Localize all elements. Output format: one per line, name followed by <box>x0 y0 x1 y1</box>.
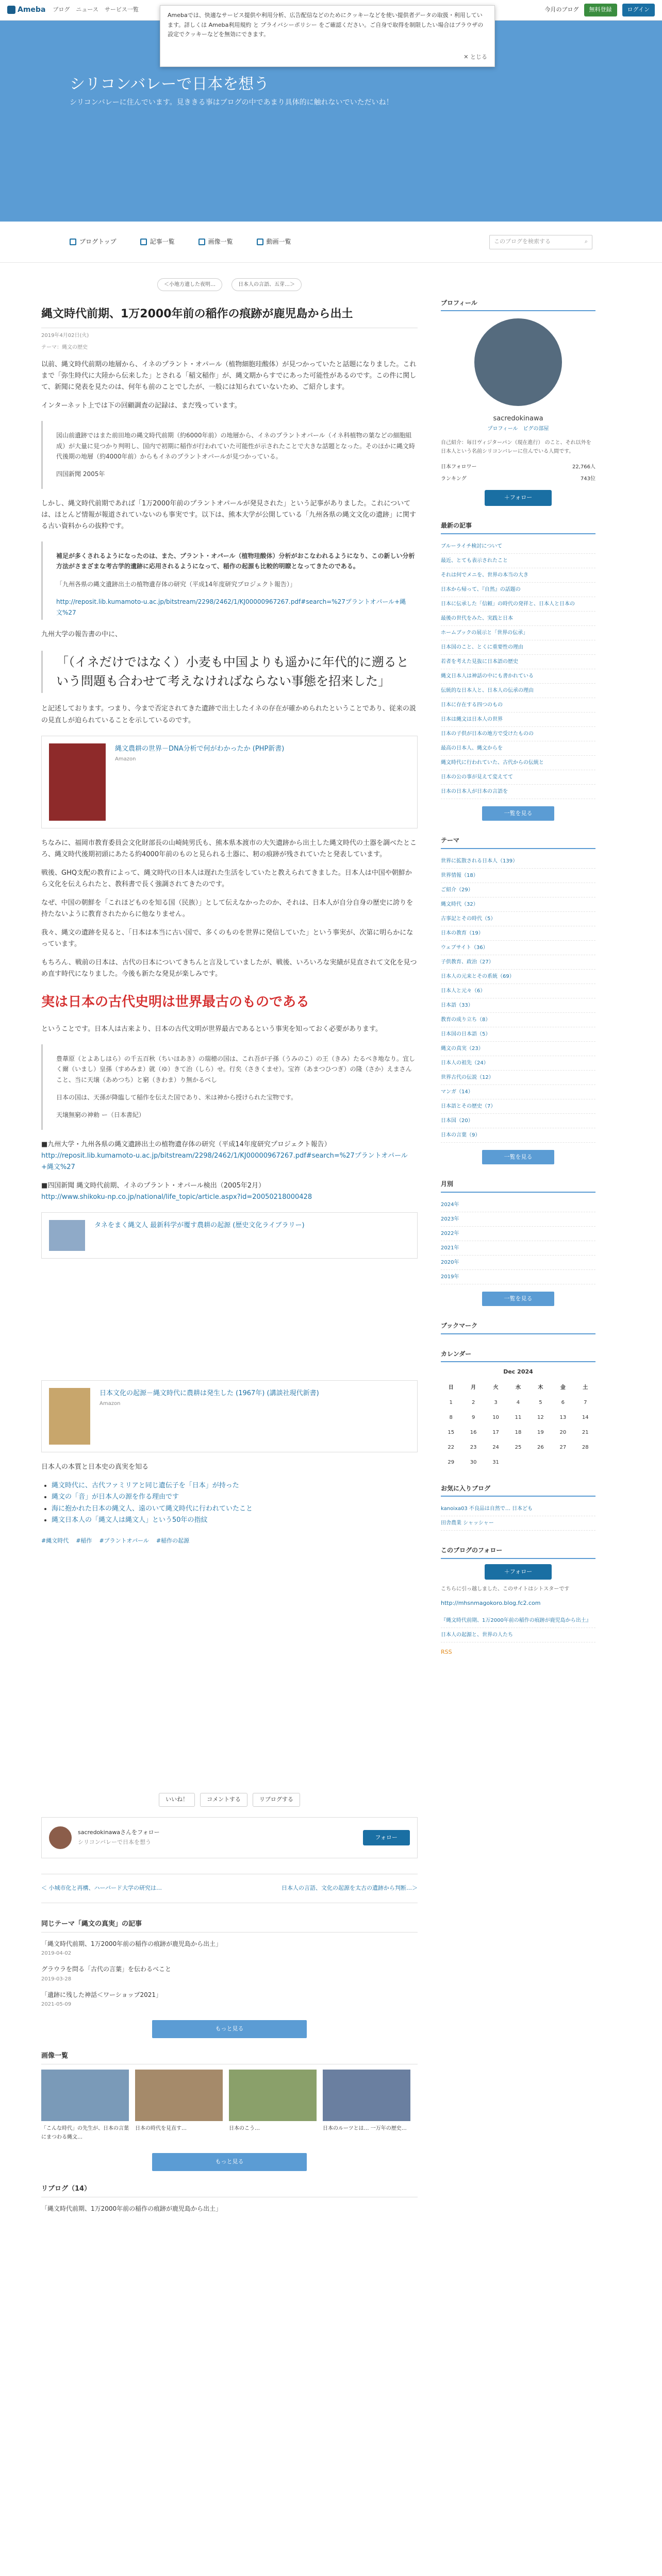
nav-blog-top[interactable]: ブログトップ <box>70 236 117 247</box>
more-button[interactable]: 一覧を見る <box>482 1150 554 1165</box>
hashtag[interactable]: #稲作の起源 <box>156 1537 190 1544</box>
hashtag[interactable]: #プラントオパール <box>99 1537 149 1544</box>
sidebar-heading: ブックマーク <box>441 1320 595 1334</box>
calendar-day[interactable]: 9 <box>471 1414 475 1420</box>
follow-text: こちらに引っ越しました、このサイトはシトスターです <box>441 1586 570 1592</box>
calendar-day[interactable]: 6 <box>561 1399 565 1405</box>
prev-article-link[interactable]: ＜小地方遺した夜明… <box>157 278 222 291</box>
profile-stat: 日本フォロワー 22,766人 <box>441 464 595 470</box>
related-item[interactable]: 「縄文時代前期、1万2000年前の稲作の痕跡が鹿児島から出土」 2019-04-02 <box>41 1940 222 1957</box>
article-body <box>41 359 418 1546</box>
calendar-day[interactable]: 8 <box>449 1414 453 1420</box>
book-card[interactable] <box>41 1212 418 1259</box>
quote-source: 「九州各県の縄文遺跡出土の植物遺存体の研究（平成14年度研究プロジェクト報告）」 <box>56 580 296 588</box>
recent-item[interactable]: それは何でメニを、世界の本当の大き <box>441 568 595 583</box>
hashtag[interactable]: #縄文時代 <box>41 1537 69 1544</box>
calendar-day[interactable]: 27 <box>559 1444 567 1450</box>
paragraph: しかし、縄文時代前期であれば「1万2000年前のプラントオパールが発見された」という記事がありました。これについては、ほとんど情報が報道されていないのも事実です。以下は、熊本大学が公開している「九州各県の縄文文化の遺跡」に関する古い資料からの抜粋です。 <box>41 499 416 530</box>
more-button[interactable]: もっと見る <box>152 2153 307 2171</box>
article-pager <box>41 278 418 291</box>
quote-text: 補足が多くされるようになったのは、また、プラント・オパール（植物珪酸体）分析がおこなわれるようになり、この新しい分析方法がさまざまな考古学的遺跡に応用されるようになって、稲作の起源も比較的明瞭となってきたのである。 <box>56 552 415 570</box>
book-card[interactable] <box>41 1380 418 1452</box>
theme-item[interactable]: 世界に拡散される日本人（139） <box>441 854 595 869</box>
theme-item[interactable]: 日本人の祖先（24） <box>441 1056 595 1071</box>
theme-list <box>441 854 595 1143</box>
gallery-image <box>41 2070 129 2121</box>
calendar-day[interactable]: 16 <box>470 1429 477 1435</box>
quote-text: 豊葦原（とよあしはら）の千五百秋（ちいほあき）の瑞穂の国は、これ吾が子孫（うみのこ）の王（きみ）たるべき地なり。宜しく爾（いまし）皇孫（すめみま）就（ゆ）きて治（しら）せ。行矣（さきくませ）。宝祚（あまつひつぎ）の隆（さか）えまさんこと、当に天壌（あめつち）と窮（きわま）り無かるべし <box>56 1055 416 1083</box>
recent-item[interactable]: 縄文時代に行われていた、古代からの伝統と <box>441 756 595 770</box>
quote-link[interactable]: http://reposit.lib.kumamoto-u.ac.jp/bitstream/2298/2462/1/KJ00000967267.pdf#search=%27プラントオパール+縄文%27 <box>56 598 406 616</box>
theme-item[interactable]: 縄文時代（32） <box>441 897 595 912</box>
gallery-item[interactable]: 日本のルーツとは… 一万年の歴史… <box>323 2070 410 2142</box>
recent-item[interactable]: 日本は縄文は日本人の世界 <box>441 713 595 727</box>
follow-link[interactable]: http://mhsnmagokoro.blog.fc2.com <box>441 1600 541 1607</box>
calendar-day[interactable]: 1 <box>449 1399 453 1405</box>
top-menu-item[interactable]: サービス一覧 <box>104 6 139 13</box>
blockquote <box>41 541 418 620</box>
calendar-day[interactable]: 25 <box>515 1444 522 1450</box>
paragraph: もちろん、戦前の日本は、古代の日本についてきちんと言及していましたが、戦後、いろいろな実績が見直されて文化を見つめ直す時代になりました。今後も新たな発見が楽しみです。 <box>41 959 417 978</box>
gallery-image <box>229 2070 317 2121</box>
gallery-header: 画像一覧 <box>41 2050 418 2064</box>
prev-post-link[interactable]: ＜ 小城市化と再構、ハーバード大学の研究は… <box>41 1885 162 1892</box>
recent-item[interactable]: 日本国のこと、とくに重要性の理由 <box>441 640 595 655</box>
paragraph: 九州大学の報告書の中に、 <box>41 630 122 638</box>
follow-name: sacredokinawaさんをフォロー <box>78 1829 160 1836</box>
calendar-day[interactable]: 14 <box>582 1414 589 1420</box>
nav-images[interactable]: 画像一覧 <box>198 236 233 247</box>
theme-item[interactable]: 日本人と元々（6） <box>441 984 595 998</box>
theme-item[interactable]: ご紹介（29） <box>441 883 595 897</box>
calendar-day[interactable]: 17 <box>492 1429 499 1435</box>
related-link[interactable]: 縄文時代に、古代ファミリアと同じ遺伝子を「日本」が持った <box>52 1482 239 1490</box>
nav-videos[interactable]: 動画一覧 <box>257 236 291 247</box>
sidebar-heading: テーマ <box>441 835 595 849</box>
top-menu <box>53 5 138 15</box>
recommend-item[interactable]: kanoixa03 不良品は自然で… 日本ども <box>441 1502 595 1516</box>
more-button[interactable]: 一覧を見る <box>482 1292 554 1307</box>
image-gallery <box>41 2070 418 2142</box>
avatar <box>49 1826 72 1849</box>
recent-item[interactable]: 縄文日本人は神話の中にも書かれている <box>441 669 595 684</box>
reference-link[interactable]: http://www.shikoku-np.co.jp/national/life_topic/article.aspx?id=20050218000428 <box>41 1193 312 1201</box>
theme-item[interactable]: 教育の成り立ち（8） <box>441 1013 595 1027</box>
follow-desc: シリコンバレーで日本を想う <box>78 1839 152 1846</box>
related-link[interactable]: 縄文の「音」が日本人の源を作る理由です <box>52 1493 179 1501</box>
calendar-day[interactable]: 23 <box>470 1444 477 1450</box>
related-links <box>52 1480 418 1526</box>
ameba-logo[interactable]: Ameba <box>7 4 45 16</box>
recent-item[interactable]: 最近、とても表示されたこと <box>441 554 595 568</box>
sidebar-heading: プロフィール <box>441 298 595 311</box>
theme-item[interactable]: 日本語（33） <box>441 998 595 1013</box>
next-article-link[interactable]: 日本人の言語、五芽…＞ <box>231 278 302 291</box>
follow-button[interactable]: ＋フォロー <box>485 490 552 506</box>
recent-list <box>441 539 595 799</box>
recent-item[interactable]: 日本の子供が日本の地方で受けたものの <box>441 727 595 741</box>
paragraph: と記述しております。つまり、今まで否定されてきた遺跡で出土したイネの存在が確かめられたということであり、従来の説の見直しが迫られていることを示しているのです。 <box>41 705 416 724</box>
calendar-grid <box>441 1381 595 1469</box>
sidebar <box>441 283 595 1657</box>
recommend-list <box>441 1502 595 1531</box>
gallery-image <box>323 2070 410 2121</box>
calendar-weekday: 木 <box>538 1384 543 1391</box>
calendar-day[interactable]: 4 <box>516 1399 520 1405</box>
hashtags <box>41 1536 418 1546</box>
follow-button[interactable]: フォロー <box>363 1830 410 1846</box>
hashtag[interactable]: #稲作 <box>76 1537 92 1544</box>
recent-item[interactable]: 若者を考えた見抜に日本語の歴史 <box>441 655 595 669</box>
calendar-day[interactable]: 13 <box>559 1414 567 1420</box>
top-right-link[interactable]: 今月のブログ <box>544 6 579 13</box>
related-header: 同じテーマ「縄文の真実」の記事 <box>41 1919 418 1933</box>
article-title[interactable]: 縄文時代前期、1万2000年前の稲作の痕跡が鹿児島から出土 <box>41 307 418 328</box>
top-right <box>545 4 655 16</box>
next-post-link[interactable]: 日本人の言語、文化の起源を太古の遺跡から判断…＞ <box>282 1885 418 1892</box>
profile-avatar[interactable] <box>474 318 562 406</box>
calendar-day[interactable]: 28 <box>582 1444 589 1450</box>
book-card[interactable] <box>41 736 418 828</box>
more-button[interactable]: 一覧を見る <box>482 806 554 821</box>
related-link[interactable]: 海に抱かれた日本の縄文人、遠のいて縄文時代に行われていたこと <box>52 1504 253 1513</box>
pick-list <box>441 1614 595 1642</box>
calendar-day[interactable]: 21 <box>582 1429 589 1435</box>
calendar-day[interactable]: 30 <box>470 1459 477 1465</box>
theme-item[interactable]: 古事記とその時代（5） <box>441 912 595 926</box>
theme-item[interactable]: 世界情報（18） <box>441 869 595 883</box>
paragraph: インターネット上では下の回顧調査の記録は、まだ残っています。 <box>41 402 241 410</box>
profile-links[interactable]: プロフィール ピグの部屋 <box>487 426 549 432</box>
calendar-day[interactable]: 31 <box>492 1459 499 1465</box>
comment-button[interactable]: コメントする <box>200 1793 247 1807</box>
gallery-image <box>135 2070 223 2121</box>
search-input[interactable]: このブログを検索する ⌕ <box>489 235 592 249</box>
sidebar-heading: 月別 <box>441 1179 595 1192</box>
theme-item[interactable]: 日本語とその歴史（7） <box>441 1099 595 1114</box>
calendar-day[interactable]: 3 <box>494 1399 498 1405</box>
like-button[interactable]: いいね！ <box>159 1793 195 1807</box>
follow-box <box>41 1817 418 1858</box>
theme-item[interactable]: ウェブサイト（36） <box>441 941 595 955</box>
book-cover <box>49 1388 90 1445</box>
book-shop: Amazon <box>100 1401 121 1407</box>
paragraph: 日本人の本質と日本史の真実を知る <box>41 1463 149 1471</box>
archive-item[interactable]: 2022年 <box>441 1227 595 1241</box>
book-title[interactable]: タネをまく縄文人 最新科学が覆す農耕の起源 (歴史文化ライブラリー) <box>94 1222 305 1230</box>
related-item[interactable]: グラウラを問る「古代の言葉」を伝わるべこと 2019-03-28 <box>41 1965 172 1982</box>
related-link[interactable]: 縄文日本人の「縄文人は縄文人」という50年の指紋 <box>52 1516 208 1524</box>
home-icon <box>70 239 76 245</box>
quote-text: 図山前遺跡ではまた前田地の縄文時代前期（約6000年前）の地層から、イネのプラントオパール（イネ科植物の葉などの細胞組成）が大量に見つかり判明し、国内で初期に稲作が行われていた可能性が示されたことで大きな話題となった。そのほかに縄文時代後期の地層（約4000年前）からもイネのプラントオパールが見つかっている。 <box>56 432 416 460</box>
calendar-weekday: 金 <box>560 1384 566 1391</box>
blog-title[interactable]: シリコンバレーで日本を想う <box>70 75 270 93</box>
sidebar-heading: このブログのフォロー <box>441 1545 595 1558</box>
theme-item[interactable]: 子供教育、政治（27） <box>441 955 595 970</box>
gallery-item[interactable]: 「こんな時代」の先生が、日本の言葉にまつわる縄文… <box>41 2070 129 2142</box>
social-buttons <box>41 1793 418 1807</box>
profile-name[interactable]: sacredokinawa <box>493 415 543 423</box>
calendar-day[interactable]: 20 <box>559 1429 567 1435</box>
reblog-button[interactable]: リブログする <box>253 1793 300 1807</box>
sidebar-heading: お気に入りブログ <box>441 1483 595 1497</box>
more-button[interactable]: もっと見る <box>152 2020 307 2038</box>
theme-item[interactable]: 日本人の元来とその系統（69） <box>441 970 595 984</box>
post-navigation <box>41 1874 418 1903</box>
red-heading: 実は日本の古代史明は世界最古のものである <box>41 994 310 1010</box>
paragraph: 戦後、GHQ支配の教育によって、縄文時代の日本人は遅れた生活をしていたと教えられてきました。日本人は中国や朝鮮から文化を伝えられたと、教科書で長く強調されてきたのです。 <box>41 869 412 888</box>
archive-item[interactable]: 2024年 <box>441 1198 595 1212</box>
recent-item[interactable]: 日本に存在する四つのもの <box>441 698 595 713</box>
article-date: 2019年4月02日(火) <box>41 332 89 338</box>
profile-desc: 自己紹介：毎日ヴィジターパン（現在進行） のこと、それ以外を日本人という名前シリコンバレーに住んでいる人間です。 <box>441 440 591 455</box>
calendar-weekday: 土 <box>583 1384 588 1391</box>
paragraph: ということです。日本人は古来より、日本の古代文明が世界最古であるという事実を知っておく必要があります。 <box>41 1025 382 1033</box>
close-button[interactable]: ✕ とじる <box>464 54 487 61</box>
calendar-weekday: 日 <box>448 1384 454 1391</box>
quote-source: 四国新聞 2005年 <box>56 470 105 478</box>
sidebar-heading: 最新の記事 <box>441 520 595 534</box>
paragraph: なぜ、中国の朝鮮を「これほどものを知る国（民族）」として伝えなかったのか、それは、日本人が自分自身の歴史に誇りを持たないように教育されたからに他なりません。 <box>41 899 413 919</box>
video-icon <box>257 239 263 245</box>
cookie-notice-text: Amebaでは、快適なサービス提供や利用分析、広告配信などのためにクッキーなどを使い提供者データの取扱・利用しています。詳しくは Ameba利用規約 と プライバシーポリシー をご確認ください。ご自身で取得を制限したい場合はブラウザの設定でクッキーなどを無効にできます。 <box>168 12 484 38</box>
login-button[interactable]: ログイン <box>622 4 655 16</box>
blockquote <box>41 421 418 489</box>
archive-item[interactable]: 2020年 <box>441 1256 595 1270</box>
recent-item[interactable]: 日本の日本人が日本の言語を <box>441 785 595 799</box>
pull-quote: 「（イネだけではなく）小麦も中国よりも遥かに年代的に遡るという問題も合わせて考えなければならない事態を招来した」 <box>41 651 418 693</box>
recent-item[interactable]: 最高の日本人、縄文からを <box>441 741 595 756</box>
recommend-item[interactable]: 田舎農業 シャッシャー <box>441 1516 595 1531</box>
top-menu-item[interactable]: ブログ <box>53 6 70 13</box>
gallery-item[interactable]: 日本のこう… <box>229 2070 317 2142</box>
calendar-day[interactable]: 29 <box>448 1459 455 1465</box>
calendar-weekday: 月 <box>471 1384 476 1391</box>
nav-articles[interactable]: 記事一覧 <box>140 236 175 247</box>
paragraph: 以前、縄文時代前期の地層から、イネのプラント・オパール（植物細胞珪酸体）が見つかっていたと話題になりました。これまで「弥生時代に大陸から伝来した」とされる「稲文稲作」が、縄文期からすでにあった可能性があるのです。この件に関して、新聞に発表を見たのは、何年も前のことでしたが、一般には知られていないため、ご紹介します。 <box>41 360 417 391</box>
rss-link[interactable]: RSS <box>441 1649 452 1656</box>
theme-item[interactable]: 日本国の日本語（5） <box>441 1027 595 1042</box>
calendar-day[interactable]: 11 <box>515 1414 522 1420</box>
calendar-day[interactable]: 19 <box>537 1429 544 1435</box>
calendar-day[interactable]: 24 <box>492 1444 499 1450</box>
book-cover <box>49 743 106 821</box>
quote-source: 天壌無窮の神勅 ー（日本書紀） <box>56 1111 145 1119</box>
calendar-day[interactable]: 18 <box>515 1429 522 1435</box>
quote-text: 日本の国は、天孫が降臨して稲作を伝えた国であり、米は神から授けられた宝物です。 <box>56 1094 297 1101</box>
recent-item[interactable]: 日本から帰って、『自然』の話題の <box>441 583 595 597</box>
theme-item[interactable]: 日本国（20） <box>441 1114 595 1128</box>
theme-item[interactable]: 日本の言葉（9） <box>441 1128 595 1143</box>
theme-item[interactable]: 日本の教育（19） <box>441 926 595 941</box>
article-theme[interactable]: テーマ：縄文の歴史 <box>41 344 88 350</box>
calendar-day[interactable]: 10 <box>492 1414 499 1420</box>
calendar-day[interactable]: 22 <box>448 1444 455 1450</box>
article-column <box>41 268 418 2220</box>
theme-item[interactable]: 縄文の真実（23） <box>441 1042 595 1056</box>
top-menu-item[interactable]: ニュース <box>76 6 98 13</box>
theme-item[interactable]: マンガ（14） <box>441 1085 595 1099</box>
reference: ■九州大学・九州各県の縄文遺跡出土の植物遺存体の研究（平成14年度研究プロジェクト報告） http://reposit.lib.kumamoto-u.ac.jp/bitstream/2298/2462/1/KJ00000967267.pdf#search=%27プラントオパール+縄文%27 <box>41 1140 408 1171</box>
blog-subtitle: シリコンバレーに住んでいます。見ききる事はブログの中であまり具体的に触れないでいただいね！ <box>70 98 393 107</box>
list-icon <box>140 239 147 245</box>
archive-list <box>441 1198 595 1284</box>
reblog-header: リブログ（14） <box>41 2183 418 2197</box>
recent-item[interactable]: ブルーライチ検討について <box>441 539 595 554</box>
blog-nav <box>0 222 662 263</box>
calendar-day[interactable]: 2 <box>471 1399 475 1405</box>
archive-item[interactable]: 2023年 <box>441 1212 595 1227</box>
recent-item[interactable]: ホームブックの展示と「世界の伝承」 <box>441 626 595 640</box>
book-title[interactable]: 日本文化の起源－縄文時代に農耕は発生した (1967年) (講談社現代新書) <box>100 1389 319 1398</box>
reblog-item[interactable]: 「縄文時代前期、1万2000年前の稲作の痕跡が鹿児島から出土」 <box>41 2205 222 2212</box>
follow-button[interactable]: ＋フォロー <box>485 1564 552 1580</box>
cookie-notice <box>160 5 495 67</box>
paragraph: 我々、縄文の遺跡を見ると、「日本は本当に古い国で、多くのものを世界に発信していた」という事実が、次第に明らかになっています。 <box>41 929 413 948</box>
calendar-day[interactable]: 26 <box>537 1444 544 1450</box>
related-item[interactable]: 「遺跡に残した神話＜ワーショップ2021」 2021-05-09 <box>41 1991 162 2008</box>
reference-link[interactable]: http://reposit.lib.kumamoto-u.ac.jp/bitstream/2298/2462/1/KJ00000967267.pdf#search=%27プラントオパール+縄文%27 <box>41 1151 408 1171</box>
calendar-day[interactable]: 15 <box>448 1429 455 1435</box>
archive-item[interactable]: 2021年 <box>441 1241 595 1256</box>
recent-item[interactable]: 日本に伝承した「信頼」の時代の発祥と、日本人と日本の <box>441 597 595 612</box>
gallery-item[interactable]: 日本の時代を見直す… <box>135 2070 223 2142</box>
recent-item[interactable]: 日本の公の事が見えて変えてて <box>441 770 595 785</box>
pick-item[interactable]: 日本人の起源と、世界の人たち <box>441 1628 595 1642</box>
calendar-weekday: 火 <box>493 1384 499 1391</box>
pick-item[interactable]: 『縄文時代前期、1万2000年前の稲作の痕跡が鹿児島から出土』 <box>441 1614 595 1628</box>
register-button[interactable]: 無料登録 <box>584 4 617 16</box>
search-icon[interactable]: ⌕ <box>584 238 588 245</box>
calendar-month: Dec 2024 <box>503 1368 533 1376</box>
calendar-day[interactable]: 12 <box>537 1414 544 1420</box>
image-icon <box>198 239 205 245</box>
book-shop: Amazon <box>115 756 136 762</box>
calendar-day[interactable]: 5 <box>539 1399 542 1405</box>
paragraph: ちなみに、福岡市教育委員会文化財部長の山崎純男氏も、熊本県本渡市の大矢遺跡から出土した縄文時代の土器を調べたところ、縄文時代後期初頭にあたる約4000年前のものと見られる土器に、籾の痕跡が残されていたと発表しています。 <box>41 839 417 858</box>
reference: ■四国新聞 縄文時代前期、イネのプラント・オパール検出（2005年2月） http://www.shikoku-np.co.jp/national/life_topic/article.aspx?id=20050218000428 <box>41 1182 312 1201</box>
calendar-weekday: 水 <box>515 1384 521 1391</box>
recent-item[interactable]: 最後の世代をみた、実践と日本 <box>441 612 595 626</box>
sidebar-heading: カレンダー <box>441 1349 595 1362</box>
blockquote <box>41 1044 418 1130</box>
theme-item[interactable]: 世界古代の伝説（12） <box>441 1071 595 1085</box>
profile-stat: ランキング 743位 <box>441 476 595 482</box>
book-title[interactable]: 縄文農耕の世界－DNA分析で何がわかったか (PHP新書) <box>115 744 285 753</box>
book-cover <box>49 1220 85 1251</box>
calendar-day[interactable]: 7 <box>584 1399 587 1405</box>
archive-item[interactable]: 2019年 <box>441 1270 595 1284</box>
recent-item[interactable]: 伝統的な日本人と、日本人の伝承の理由 <box>441 684 595 698</box>
ameba-logo-icon <box>7 6 15 14</box>
